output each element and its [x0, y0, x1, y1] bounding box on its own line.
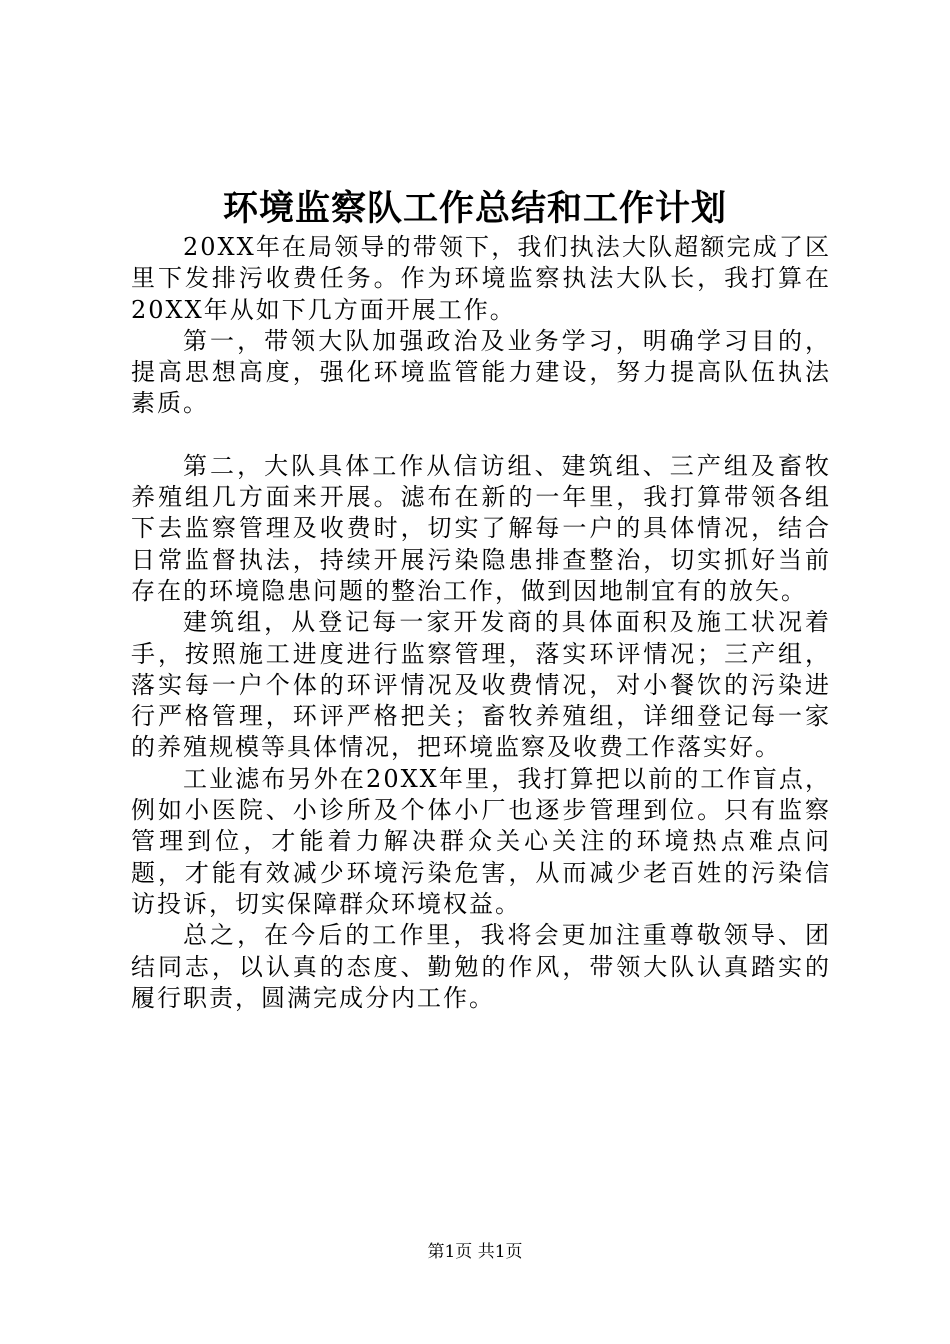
paragraph-construction: 建筑组，从登记每一家开发商的具体面积及施工状况着手，按照施工进度进行监察管理，落实环评情况；三产组，落实每一户个体的环评情况及收费情况，对小餐饮的污染进行严格管理，环评严格把关；畜牧养殖组，详细登记每一家的养殖规模等具体情况，把环境监察及收费工作落实好。	[131, 608, 831, 762]
paragraph-conclusion: 总之，在今后的工作里，我将会更加注重尊敬领导、团结同志，以认真的态度、勤勉的作风，带领大队认真踏实的履行职责，圆满完成分内工作。	[131, 921, 831, 1012]
document-body	[131, 232, 831, 1014]
paragraph-industry: 工业滤布另外在20XX年里，我打算把以前的工作盲点，例如小医院、小诊所及个体小厂也逐步管理到位。只有监察管理到位，才能着力解决群众关心关注的环境热点难点问题，才能有效减少环境污染危害，从而减少老百姓的污染信访投诉，切实保障群众环境权益。	[131, 764, 831, 918]
paragraph-spacer	[131, 420, 831, 451]
paragraph-intro: 20XX年在局领导的带领下，我们执法大队超额完成了区里下发排污收费任务。作为环境监察执法大队长，我打算在20XX年从如下几方面开展工作。	[131, 233, 831, 324]
paragraph-second: 第二，大队具体工作从信访组、建筑组、三产组及畜牧养殖组几方面来开展。滤布在新的一年里，我打算带领各组下去监察管理及收费时，切实了解每一户的具体情况，结合日常监督执法，持续开展污染隐患排查整治，切实抓好当前存在的环境隐患问题的整治工作，做到因地制宜有的放矢。	[131, 451, 831, 605]
document-title: 环境监察队工作总结和工作计划	[222, 188, 727, 229]
page-footer: 第1页 共1页	[427, 1242, 523, 1262]
paragraph-first: 第一，带领大队加强政治及业务学习，明确学习目的，提高思想高度，强化环境监管能力建设，努力提高队伍执法素质。	[131, 326, 831, 418]
